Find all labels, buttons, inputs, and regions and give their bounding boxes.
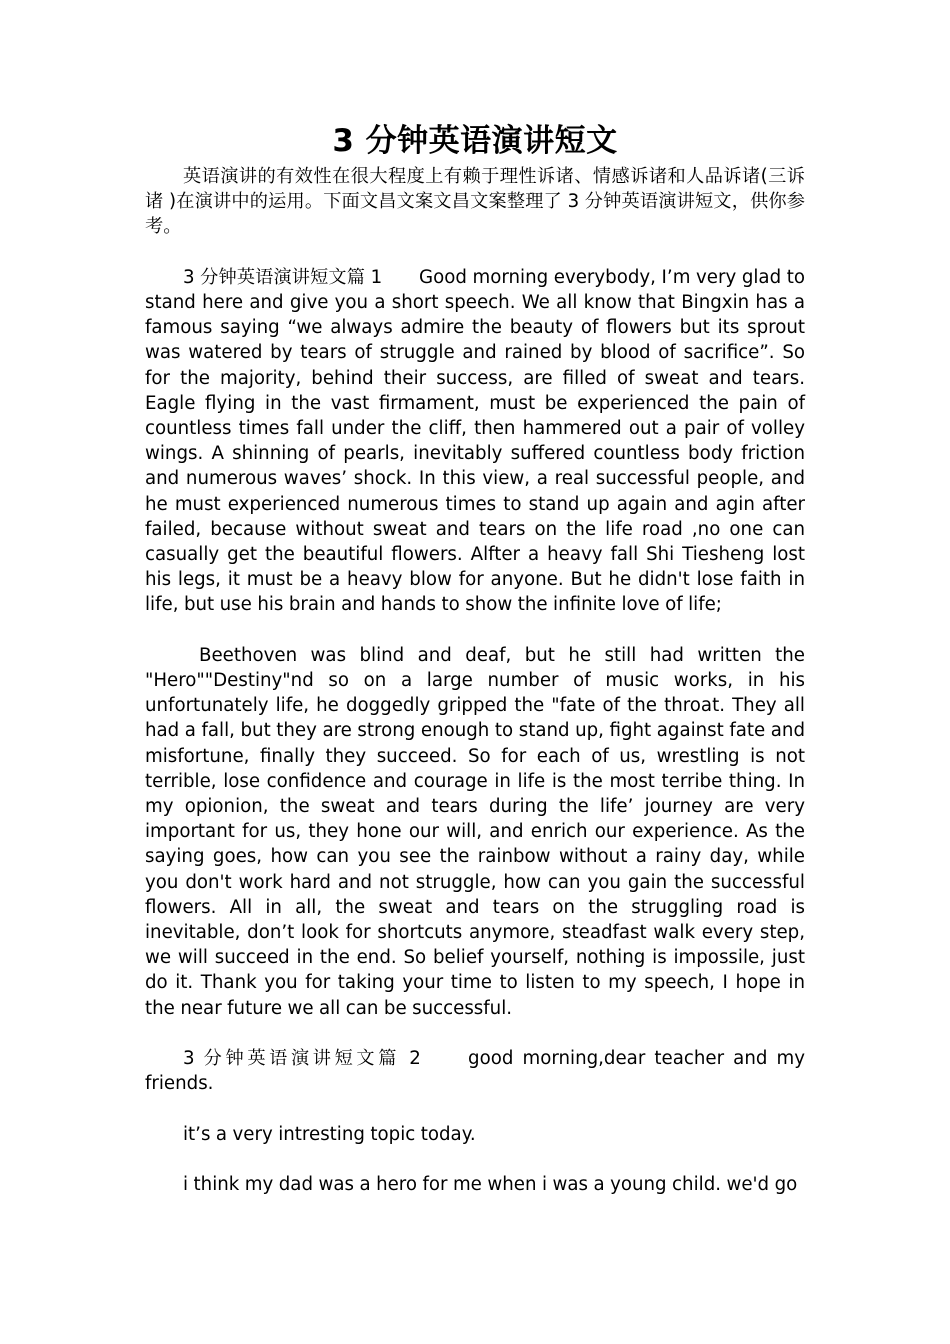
paragraph-spacer — [145, 1096, 805, 1121]
speech-2-paragraph: i think my dad was a hero for me when i was a young child. we'd go — [183, 1174, 798, 1196]
document-title: 3 分钟英语演讲短文 — [332, 123, 618, 159]
paragraph-spacer — [145, 1021, 805, 1046]
paragraph-spacer — [145, 1147, 805, 1172]
intro-paragraph: 英语演讲的有效性在很大程度上有赖于理性诉诸、情感诉诸和人品诉诸(三诉诸 )在演讲中的运用。下面文昌文案文昌文案整理了 3 分钟英语演讲短文，供你参考。 — [145, 166, 805, 238]
paragraph-spacer — [145, 618, 805, 643]
document-page — [145, 118, 805, 1197]
speech-1-continuation-paragraph: Beethoven was blind and deaf, but he still had written the "Hero""Destiny"nd so on a large number of music works, in his unfortunately life, he doggedly gripped the "fate of the throat. They all had a fall, but they are strong enough to stand up, fight against fate and misfortune, finally they succeed. So for each of us, wrestling is not terrible, lose confidence and courage in life is the most terribe thing. In my opionion, the sweat and tears during the life’ journey are very important for us, they hone our will, and enrich our experience. As the saying goes, how can you see the rainbow without a rainy day, while you don't work hard and not struggle, how can you gain the successful flowers. All in all, the sweat and tears on the struggling road is inevitable, don’t look for shortcuts anymore, steadfast walk every step, we will succeed in the end. So belief yourself, nothing is impossile, just do it. Thank you for taking your time to listen to my speech, I hope in the near future we all can be successful. — [145, 644, 805, 1019]
speech-1-paragraph: 3 分钟英语演讲短文篇 1 Good morning everybody, I’m very glad to stand here and give you a short speech. We all know that Bingxin has a famous saying “we always admire the beauty of flowers but its sprout was watered by tears of struggle and rained by blood of sacrifice”. So for the majority, behind their success, are filled of sweat and tears. Eagle flying in the vast firmament, must be experienced the pain of countless times fall under the cliff, then hammered out a pair of volley wings. A shinning of pearls, inevitably suffered countless body friction and numerous waves’ shock. In this view, a real successful people, and he must experienced numerous times to stand up again and agin after failed, because without sweat and tears on the life road ,no one can casually get the beautiful flowers. Alfter a heavy fall Shi Tiesheng lost his legs, it must be a heavy blow for anyone. But he didn't lose faith in life, but use his brain and hands to show the infinite love of life; — [145, 266, 805, 616]
speech-2-heading-paragraph: 3 分钟英语演讲短文篇 2 good morning,dear teacher and my friends. — [145, 1048, 805, 1095]
paragraph-spacer — [145, 240, 805, 265]
speech-2-paragraph: it’s a very intresting topic today. — [183, 1123, 476, 1145]
